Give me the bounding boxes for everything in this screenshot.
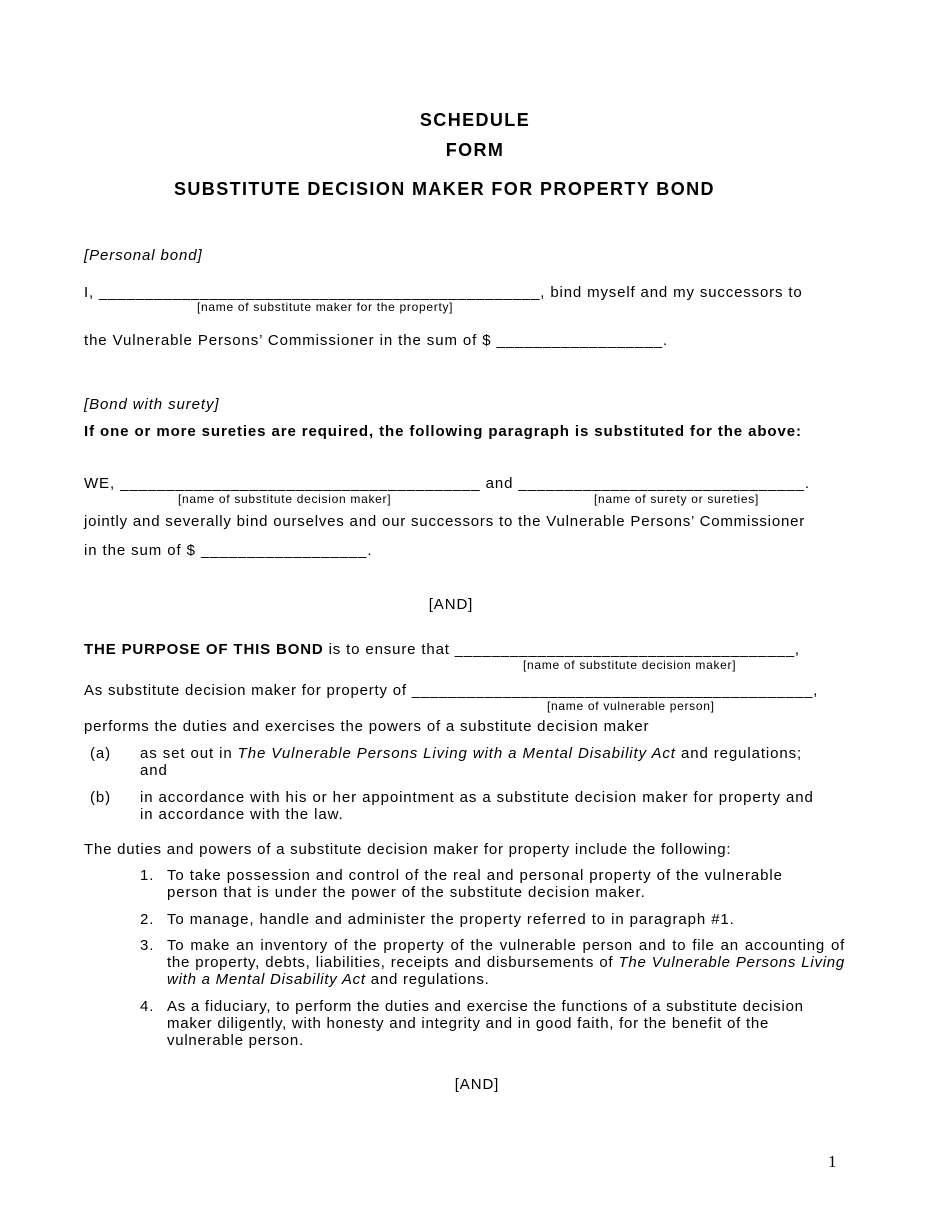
surety-bond-heading: [Bond with surety] <box>84 396 220 413</box>
purpose-item-a-post: and regulations; and <box>140 745 803 779</box>
purpose-lead-rest: is to ensure that _____________________________________, <box>323 641 800 658</box>
document-title: SUBSTITUTE DECISION MAKER FOR PROPERTY BOND <box>174 179 715 199</box>
duty-3-pre: To make an inventory of the property of the vulnerable person and to file an accounting of the property, debts, liabilities, receipts and disbursements of <box>167 937 845 971</box>
act-name: The Vulnerable Persons Living with a Mental Disability Act <box>167 954 845 988</box>
surety-instruction: If one or more sureties are required, the following paragraph is substituted for the above: <box>84 423 802 440</box>
purpose-item-a-pre: as set out in <box>140 745 238 762</box>
and-separator-1: [AND] <box>428 596 474 613</box>
duty-3-post: and regulations. <box>365 971 490 988</box>
surety-line-2: jointly and severally bind ourselves and our successors to the Vulnerable Persons’ Commissioner <box>84 513 806 530</box>
purpose-line-2: As substitute decision maker for property of ____________________________________________, <box>84 682 819 699</box>
page-number: 1 <box>828 1152 837 1171</box>
duty-3-text <box>167 937 845 988</box>
duty-2-number: 2. <box>140 911 155 928</box>
caption-surety: [name of surety or sureties] <box>594 492 759 506</box>
form-heading: FORM <box>445 140 505 160</box>
duty-1-text: To take possession and control of the real and personal property of the vulnerable person that is under the power of the substitute decision maker. <box>167 867 783 901</box>
purpose-item-a-marker: (a) <box>90 745 112 762</box>
caption-vulnerable-person: [name of vulnerable person] <box>547 699 715 713</box>
personal-bond-line-1: I, ________________________________________________, bind myself and my successors to <box>84 284 803 301</box>
duty-1-number: 1. <box>140 867 155 884</box>
caption-substitute-maker: [name of substitute maker for the property] <box>197 300 454 314</box>
personal-bond-heading: [Personal bond] <box>84 247 203 264</box>
act-name: The Vulnerable Persons Living with a Mental Disability Act <box>237 745 676 762</box>
purpose-item-b-text: in accordance with his or her appointment as a substitute decision maker for property and in accordance with the law. <box>140 789 814 823</box>
surety-we-line: WE, _______________________________________ and _______________________________. <box>84 475 810 492</box>
purpose-line-3: performs the duties and exercises the powers of a substitute decision maker <box>84 718 650 735</box>
purpose-lead: THE PURPOSE OF THIS BOND <box>84 641 324 658</box>
duty-2-text: To manage, handle and administer the property referred to in paragraph #1. <box>167 911 735 928</box>
caption-purpose-decision-maker: [name of substitute decision maker] <box>523 658 737 672</box>
caption-substitute-decision-maker: [name of substitute decision maker] <box>178 492 392 506</box>
duties-intro: The duties and powers of a substitute decision maker for property include the following: <box>84 841 732 858</box>
duty-3-number: 3. <box>140 937 155 954</box>
purpose-item-b-marker: (b) <box>90 789 112 806</box>
purpose-line-1 <box>84 641 800 658</box>
surety-line-3: in the sum of $ __________________. <box>84 542 373 559</box>
duty-4-number: 4. <box>140 998 155 1015</box>
schedule-heading: SCHEDULE <box>419 110 531 130</box>
and-separator-2: [AND] <box>454 1076 500 1093</box>
duty-4-text: As a fiduciary, to perform the duties and exercise the functions of a substitute decision maker diligently, with honesty and integrity and in good faith, for the benefit of the vulnerable person. <box>167 998 804 1049</box>
purpose-item-a-text <box>140 745 830 779</box>
personal-bond-line-2: the Vulnerable Persons’ Commissioner in the sum of $ __________________. <box>84 332 669 349</box>
